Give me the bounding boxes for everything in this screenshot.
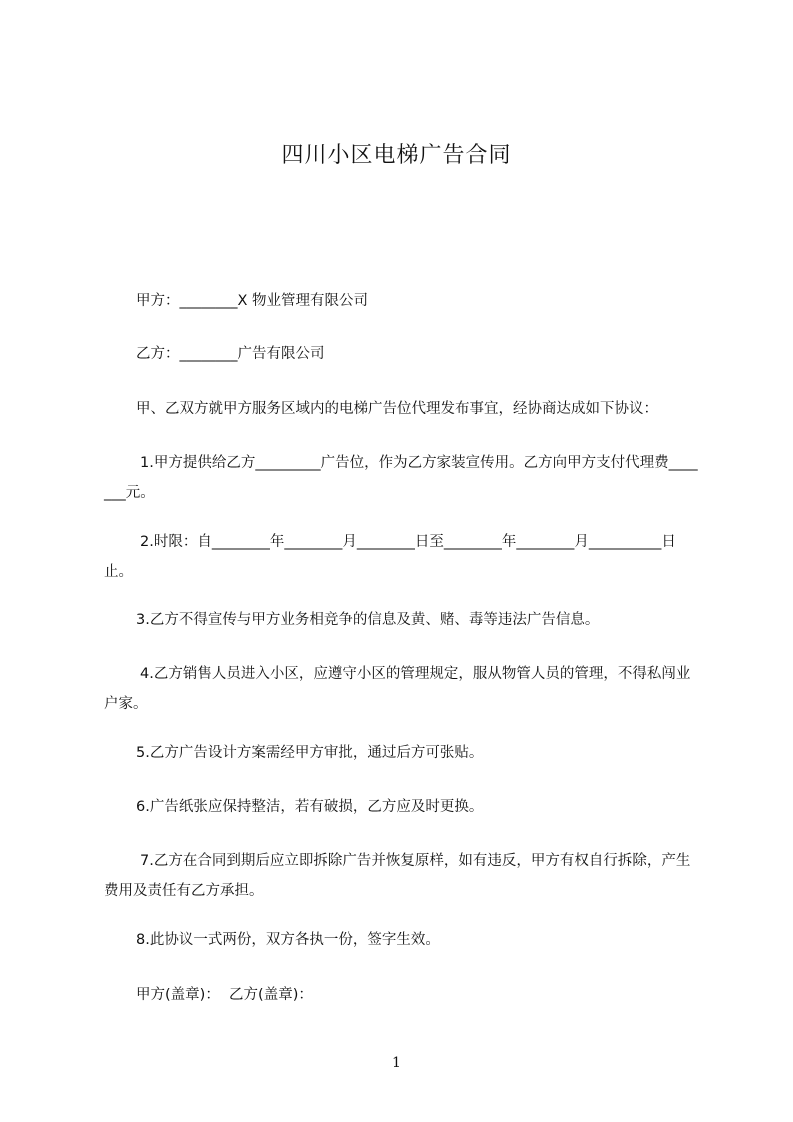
clause-6: 6.广告纸张应保持整洁，若有破损，乙方应及时更换。 (136, 799, 484, 815)
clause-5: 5.乙方广告设计方案需经甲方审批，通过后方可张贴。 (136, 745, 484, 761)
document-title: 四川小区电梯广告合同 (281, 143, 512, 168)
clause-4: 4.乙方销售人员进入小区，应遵守小区的管理规定，服从物管人员的管理，不得私闯业户家。 (104, 666, 691, 712)
party-a-line: 甲方：________X 物业管理有限公司 (136, 293, 369, 309)
clause-7: 7.乙方在合同到期后应立即拆除广告并恢复原样，如有违反，甲方有权自行拆除，产生费用及责任有乙方承担。 (104, 853, 691, 899)
signature-line: 甲方(盖章)： 乙方(盖章)： (136, 987, 313, 1003)
clause-1: 1.甲方提供给乙方_________广告位，作为乙方家装宣传用。乙方向甲方支付代理费_______元。 (104, 455, 698, 501)
page-number: 1 (392, 1055, 401, 1071)
clause-8: 8.此协议一式两份，双方各执一份，签字生效。 (136, 932, 440, 948)
clause-3: 3.乙方不得宣传与甲方业务相竞争的信息及黄、赌、毒等违法广告信息。 (136, 612, 600, 628)
intro-paragraph: 甲、乙双方就甲方服务区域内的电梯广告位代理发布事宜，经协商达成如下协议： (136, 401, 658, 417)
party-b-line: 乙方：________广告有限公司 (136, 346, 325, 362)
clause-2: 2.时限：自________年________月________日至________年________月__________日止。 (104, 534, 676, 580)
